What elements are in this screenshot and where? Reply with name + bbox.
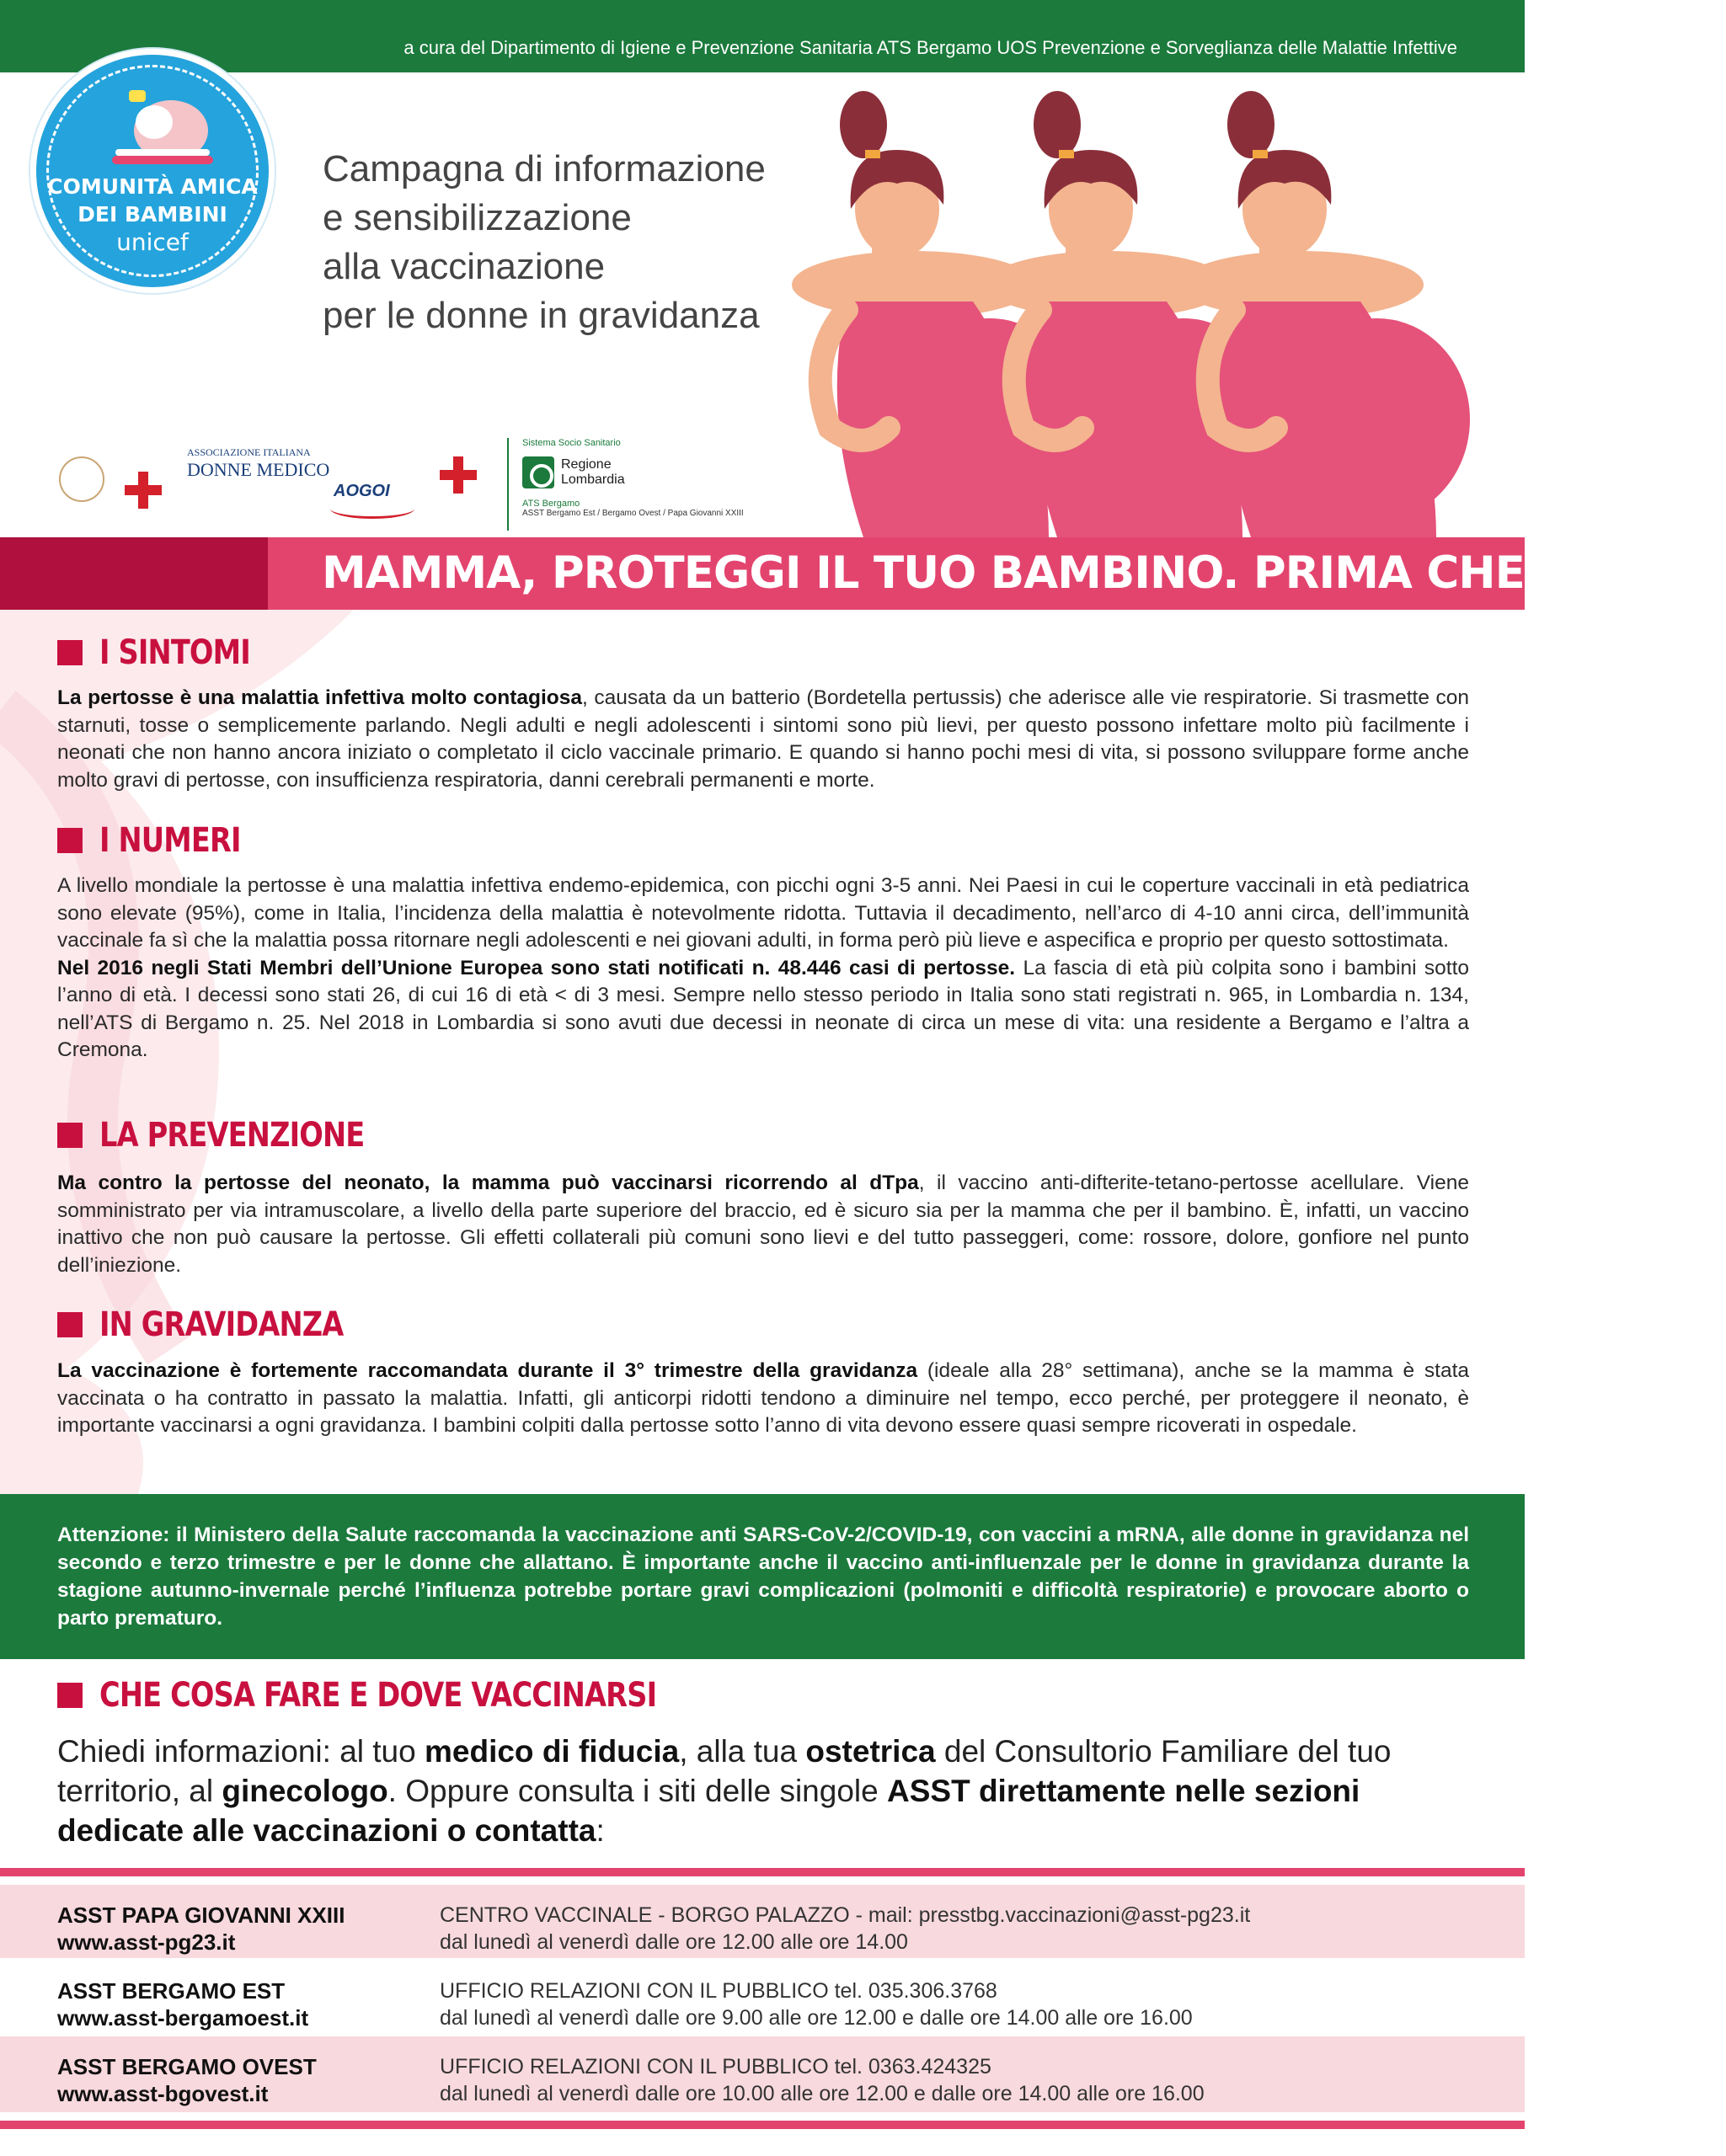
contact-website-link[interactable]: www.asst-pg23.it <box>57 1929 236 1955</box>
sintomi-title: I SINTOMI <box>99 633 250 672</box>
campaign-line-2: e sensibilizzazione <box>323 197 632 238</box>
gravidanza-bold: La vaccinazione è fortemente raccomandata durante il 3° trimestre della gravidanza <box>57 1359 918 1382</box>
contact-row <box>0 1885 1525 1961</box>
gravidanza-title: IN GRAVIDANZA <box>99 1305 344 1344</box>
contact-info: UFFICIO RELAZIONI CON IL PUBBLICO tel. 035.306.3768 <box>440 1979 997 2003</box>
prevenzione-title: LA PREVENZIONE <box>99 1116 365 1155</box>
where-text-3: del Consultorio Familiare del tuo territorio, al <box>57 1734 1392 1808</box>
where-heading <box>57 1676 762 1715</box>
badge-line-2: DEI BAMBINI <box>77 202 227 227</box>
cross-logo-1 <box>125 472 162 509</box>
seal-logo <box>59 456 104 502</box>
contact-row <box>0 1961 1525 2036</box>
attention-text: Attenzione: il Ministero della Salute raccomanda la vaccinazione anti SARS-CoV-2/COVID-19, con vaccini a mRNA, alle donne in gravidanza nel secondo e terzo trimestre e per le donne che allattano. È importante anche il vaccino anti-influenzale per le donne in gravidanza durante la stagione autunno-invernale perché l’influenza potrebbe portare gravi complicazioni (polmoniti e difficoltà respiratorie) e provocare aborto o parto prematuro. <box>57 1524 1469 1630</box>
sintomi-paragraph <box>57 685 1469 794</box>
where-title: CHE COSA FARE E DOVE VACCINARSI <box>99 1676 657 1715</box>
regione-lombardia-logo <box>507 438 744 531</box>
contact-info: CENTRO VACCINALE - BORGO PALAZZO - mail: presstbg.vaccinazioni@asst-pg23.it <box>440 1903 1251 1927</box>
numeri-text-2: La fascia di età più colpita sono i bambini sotto l’anno di età. I decessi sono stati 26, di cui 16 di età < di 3 mesi. Sempre nello stesso periodo in Italia sono stati registrati n. 965, in Lombardia n. 134, nell’ATS di Bergamo n. 25. Nel 2018 in Lombardia si sono avuti due decessi in neonate di circa un mese di vita: una residente a Bergamo e l’altra a Cremona. <box>57 956 1469 1061</box>
ginecologo-text: ginecologo <box>222 1774 388 1808</box>
prevenzione-paragraph <box>57 1170 1469 1279</box>
contact-row <box>0 2036 1525 2112</box>
sintomi-text: , causata da un batterio (Bordetella pertussis) che aderisce alle vie respiratorie. Si trasmette con starnuti, tosse o semplicemente parlando. Negli adulti e negli adolescenti i sintomi sono più lievi, per questo possono infettare molto più facilmente i neonati che non hanno ancora iniziato o completato il ciclo vaccinale primario. E quando si hanno pochi mesi di vita, si possono sviluppare forme anche molto gravi di pertosse, con insufficienza respiratoria, danni cerebrali permanenti e morte. <box>57 686 1469 792</box>
square-bullet-icon <box>57 1312 83 1337</box>
contacts-bottom-rule <box>0 2121 1525 2129</box>
contact-hours: dal lunedì al venerdì dalle ore 9.00 alle ore 12.00 e dalle ore 14.00 alle ore 16.00 <box>440 2006 1193 2030</box>
where-paragraph <box>57 1732 1472 1850</box>
gravidanza-heading <box>57 1305 390 1344</box>
contact-name: ASST BERGAMO EST <box>57 1978 286 2004</box>
prevenzione-heading <box>57 1116 414 1155</box>
numeri-heading <box>57 821 268 860</box>
campaign-line-4: per le donne in gravidanza <box>323 295 760 336</box>
numeri-paragraph <box>57 873 1469 1065</box>
lombardia-text: Lombardia <box>561 472 625 487</box>
aidm-logo <box>187 446 372 481</box>
contact-hours: dal lunedì al venerdì dalle ore 12.00 alle ore 14.00 <box>440 1930 908 1954</box>
prevenzione-bold: Ma contro la pertosse del neonato, la mamma può vaccinarsi ricorrendo al dTpa <box>57 1171 919 1194</box>
square-bullet-icon <box>57 640 83 665</box>
gravidanza-paragraph <box>57 1358 1469 1440</box>
sponsor-logos <box>52 438 810 531</box>
where-text-2: , alla tua <box>679 1734 806 1769</box>
aogoi-swoosh <box>330 499 414 519</box>
campaign-title <box>323 145 766 340</box>
gravidanza-text: (ideale alla 28° settimana), anche se la mamma è stata vaccinata o ha contratto in passato la malattia. Infatti, gli anticorpi ridotti tendono a diminuire nel tempo, ecco perché, per proteggere il neonato, è importante vaccinarsi a ogni gravidanza. I bambini colpiti dalla pertosse sotto l’anno di vita devono essere quasi sempre ricoverati in ospedale. <box>57 1359 1469 1437</box>
campaign-line-1: Campagna di informazione <box>323 148 766 189</box>
contact-name: ASST PAPA GIOVANNI XXIII <box>57 1903 345 1928</box>
square-bullet-icon <box>57 1123 83 1148</box>
top-bar <box>0 0 1525 72</box>
aidm-small-text: ASSOCIAZIONE ITALIANA <box>187 446 311 458</box>
numeri-text-1: A livello mondiale la pertosse è una malattia infettiva endemo-epidemica, con picchi ogni 3-5 anni. Nei Paesi in cui le coperture vaccinali in età pediatrica sono elevate (95%), come in Italia, l’incidenza della malattia è notevolmente ridotta. Tuttavia il decadimento, nell’arco di 4-10 anni circa, dell’immunità vaccinale fa sì che la malattia possa ritornare negli adolescenti e nei giovani adulti, in forma però più lieve e aspecifica e proprio per questo sottostimata. <box>57 874 1469 952</box>
prevenzione-text: , il vaccino anti-difterite-tetano-pertosse acellulare. Viene somministrato per via intramuscolare, a livello della parte superiore del braccio, ed è sicuro sia per la mamma che per il bambino. È, infatti, un vaccino inattivo che non può causare la pertosse. Gli effetti collaterali più comuni sono lievi e del tutto passeggeri, come: rossore, dolore, gonfiore nel punto dell’iniezione. <box>57 1171 1469 1277</box>
aidm-big-text: DONNE MEDICO <box>187 459 330 480</box>
contact-website-link[interactable]: www.asst-bergamoest.it <box>57 2005 309 2031</box>
asst-sections-text: ASST direttamente nelle sezioni dedicate alle vaccinazioni o contatta <box>57 1774 1360 1848</box>
sistema-text: Sistema Socio Sanitario <box>522 438 621 448</box>
cross-logo-2 <box>440 456 477 494</box>
curated-by-text: a cura del Dipartimento di Igiene e Prevenzione Sanitaria ATS Bergamo UOS Prevenzione e Sorveglianza delle Malattie Infettive <box>403 37 1457 58</box>
ostetrica-text: ostetrica <box>805 1734 936 1769</box>
numeri-bold: Nel 2016 negli Stati Membri dell’Unione Europea sono stati notificati n. 48.446 casi di pertosse. <box>57 956 1016 979</box>
campaign-line-3: alla vaccinazione <box>323 246 606 287</box>
badge-line-3: unicef <box>116 228 189 256</box>
where-text-5: : <box>596 1813 605 1848</box>
slogan: MAMMA, PROTEGGI IL TUO BAMBINO. PRIMA CHE NASCA! <box>322 547 1726 599</box>
regione-text: Regione <box>561 457 612 472</box>
asst-text: ASST Bergamo Est / Bergamo Ovest / Papa Giovanni XXIII <box>522 509 744 518</box>
square-bullet-icon <box>57 1683 83 1708</box>
contact-name: ASST BERGAMO OVEST <box>57 2054 317 2079</box>
where-text-4: . Oppure consulta i siti delle singole <box>387 1774 887 1808</box>
where-text-1: Chiedi informazioni: al tuo <box>57 1734 425 1769</box>
contact-info: UFFICIO RELAZIONI CON IL PUBBLICO tel. 0363.424325 <box>440 2055 991 2079</box>
square-bullet-icon <box>57 828 83 853</box>
contact-website-link[interactable]: www.asst-bgovest.it <box>57 2081 269 2106</box>
sintomi-heading <box>57 633 279 672</box>
badge-line-1: COMUNITÀ AMICA <box>47 174 258 199</box>
ats-text: ATS Bergamo <box>522 499 580 509</box>
aogoi-logo: AOGOI <box>334 482 390 500</box>
mother-child-icon <box>95 78 222 171</box>
medico-fiducia-text: medico di fiducia <box>425 1734 680 1769</box>
badge-text <box>36 173 269 256</box>
numeri-title: I NUMERI <box>99 821 241 860</box>
rosa-camuna-icon <box>522 456 554 488</box>
contact-hours: dal lunedì al venerdì dalle ore 10.00 alle ore 12.00 e dalle ore 14.00 alle ore 16.00 <box>440 2082 1205 2105</box>
sintomi-bold: La pertosse è una malattia infettiva molto contagiosa <box>57 686 583 709</box>
unicef-badge <box>30 49 275 293</box>
contacts-top-rule <box>0 1868 1525 1876</box>
pregnant-women-illustration <box>771 91 1512 537</box>
